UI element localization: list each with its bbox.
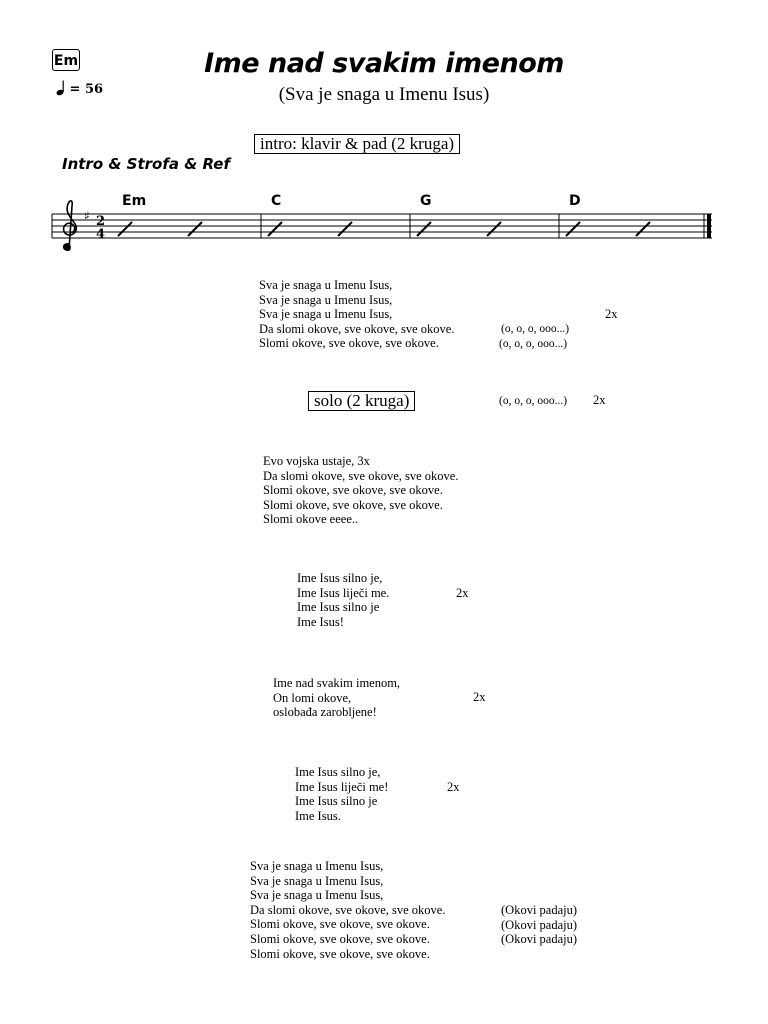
stanza-5: [295, 765, 388, 823]
lyric-line: Slomi okove, sve okove, sve okove.: [263, 483, 443, 498]
final-bar-thick: [707, 214, 711, 238]
lyric-line: Slomi okove eeee..: [263, 512, 359, 527]
lyric-line: Slomi okove, sve okove, sve okove.: [250, 931, 430, 946]
intro-instruction-box: intro: klavir & pad (2 kruga): [254, 134, 460, 154]
lyric-line: Ime nad svakim imenom,: [273, 676, 401, 690]
sharp-sign: ♯: [84, 209, 90, 223]
slash-beat: [118, 222, 132, 236]
tempo-value: = 56: [69, 82, 104, 97]
solo-instruction-box: solo (2 kruga): [308, 391, 415, 411]
lyric-line: Slomi okove, sve okove, sve okove.: [263, 497, 443, 512]
lyric-line: oslobađa zarobljene!: [273, 705, 377, 720]
lyric-line: Slomi okove, sve okove, sve okove.: [259, 336, 439, 351]
slash-beat: [268, 222, 282, 236]
slash-beat: [566, 222, 580, 236]
echo-text: (o, o, o, ooo...): [499, 395, 568, 407]
echo-text: (o, o, o, ooo...): [499, 338, 568, 350]
lyric-line: Slomi okove, sve okove, sve okove.: [250, 946, 430, 961]
lyric-line: Ime Isus.: [295, 808, 341, 823]
slash-beat: [338, 222, 352, 236]
aside-text: (Okovi padaju): [501, 932, 578, 947]
aside-text: (Okovi padaju): [501, 917, 578, 932]
lyric-line: Ime Isus liječi me!: [295, 779, 389, 794]
slash-beat: [188, 222, 202, 236]
aside-text: (Okovi padaju): [501, 903, 578, 917]
stanza-6: [250, 859, 445, 961]
stanza-2: [263, 454, 458, 527]
lyric-line: On lomi okove,: [273, 690, 352, 705]
lyric-line: Ime Isus silno je,: [295, 765, 381, 779]
slash-notes: [118, 222, 650, 236]
lyric-line: Da slomi okove, sve okove, sve okove.: [259, 321, 455, 336]
lyric-line: Da slomi okove, sve okove, sve okove.: [250, 902, 446, 917]
song-title: Ime nad svakim imenom: [204, 48, 564, 79]
lyric-line: Sva je snaga u Imenu Isus,: [259, 278, 393, 292]
treble-clef-icon: [64, 201, 77, 250]
echo-text: (o, o, o, ooo...): [501, 323, 570, 335]
lyric-line: Sva je snaga u Imenu Isus,: [259, 292, 393, 307]
slash-beat: [636, 222, 650, 236]
lyric-line: Sva je snaga u Imenu Isus,: [250, 888, 384, 903]
slash-beat: [417, 222, 431, 236]
repeat-marker: 2x: [456, 586, 469, 600]
repeat-marker: 2x: [473, 690, 486, 704]
stanza-6-asides: [501, 903, 577, 947]
lyric-line: Ime Isus!: [297, 614, 344, 629]
lyric-line: Da slomi okove, sve okove, sve okove.: [263, 468, 459, 483]
repeat-marker: 2x: [447, 780, 460, 794]
lyric-line: Ime Isus silno je,: [297, 571, 383, 585]
lyric-line: Slomi okove, sve okove, sve okove.: [250, 917, 430, 932]
section-label: Intro & Strofa & Ref: [62, 155, 231, 173]
repeat-marker: 2x: [593, 393, 606, 407]
slash-beat: [487, 222, 501, 236]
chord-symbol: G: [420, 193, 432, 209]
stanza-1: [259, 278, 454, 351]
music-staff: [0, 0, 768, 270]
stanza-4: [273, 676, 400, 720]
chord-symbol: Em: [122, 193, 147, 209]
lyric-line: Sva je snaga u Imenu Isus,: [250, 859, 384, 873]
song-subtitle: (Sva je snaga u Imenu Isus): [278, 84, 490, 105]
lyric-line: Sva je snaga u Imenu Isus,: [259, 307, 393, 322]
lyric-line: Sva je snaga u Imenu Isus,: [250, 873, 384, 888]
chord-symbol: D: [569, 193, 581, 209]
time-signature-bottom: 4: [96, 227, 106, 242]
chord-symbol: C: [271, 193, 282, 209]
lyric-line: Ime Isus silno je: [297, 600, 380, 615]
lyric-line: Ime Isus liječi me.: [297, 585, 390, 600]
lyric-line: Ime Isus silno je: [295, 794, 378, 809]
time-signature-top: 2: [96, 214, 106, 229]
repeat-marker: 2x: [605, 307, 618, 321]
key-signature-box: Em: [52, 49, 80, 71]
stanza-3: [297, 571, 389, 629]
lyric-line: Evo vojska ustaje, 3x: [263, 454, 370, 468]
